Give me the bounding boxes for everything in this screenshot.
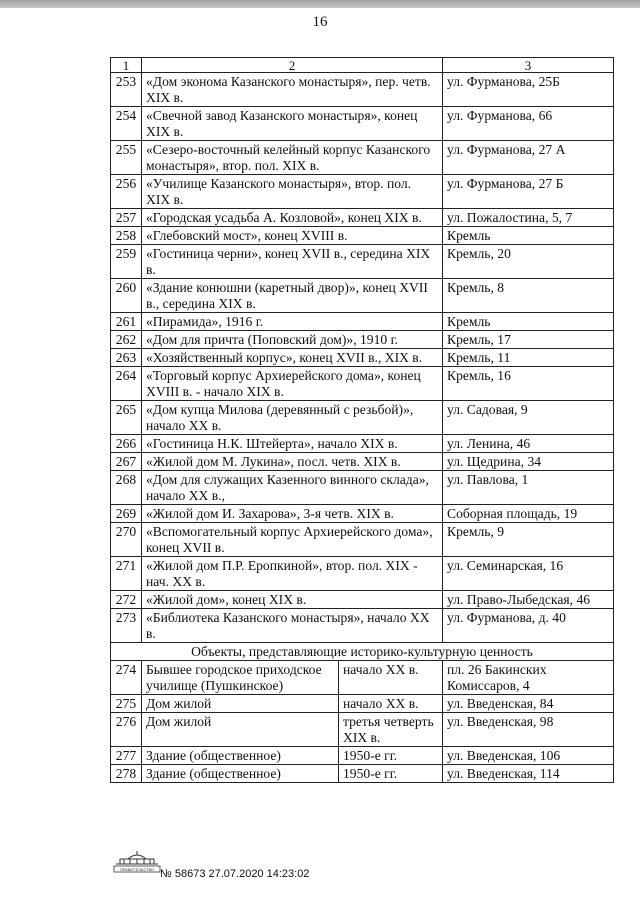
object-name: «Жилой дом», конец XIX в. (142, 591, 443, 609)
stamp-text: ПРАВИТЕЛЬСТВО (119, 867, 155, 872)
object-name: «Сезеро-восточный келейный корпус Казанского монастыря», втор. пол. XIX в. (142, 141, 443, 175)
row-number: 257 (111, 209, 142, 227)
table-row (111, 175, 614, 209)
row-number: 258 (111, 227, 142, 245)
row-number: 271 (111, 557, 142, 591)
object-address: ул. Фурманова, 27 Б (443, 175, 614, 209)
object-name: «Хозяйственный корпус», конец XVII в., XIX в. (142, 349, 443, 367)
table-row (111, 279, 614, 313)
object-name: «Свечной завод Казанского монастыря», конец XIX в. (142, 107, 443, 141)
object-address: ул. Фурманова, 27 А (443, 141, 614, 175)
header-col-2: 2 (142, 58, 443, 73)
table-row (111, 713, 614, 747)
row-number: 272 (111, 591, 142, 609)
object-address: Кремль, 16 (443, 367, 614, 401)
table-row (111, 557, 614, 591)
object-name: Дом жилой (142, 713, 339, 747)
object-address: ул. Введенская, 98 (443, 713, 614, 747)
monuments-table (110, 57, 614, 783)
table-row (111, 591, 614, 609)
object-address: ул. Фурманова, 66 (443, 107, 614, 141)
object-address: ул. Введенская, 106 (443, 747, 614, 765)
object-name: «Дом эконома Казанского монастыря», пер. четв. XIX в. (142, 73, 443, 107)
object-address: Соборная площадь, 19 (443, 505, 614, 523)
table-row (111, 765, 614, 783)
page-number: 16 (312, 14, 328, 30)
object-address: Кремль (443, 227, 614, 245)
table-row (111, 227, 614, 245)
row-number: 254 (111, 107, 142, 141)
row-number: 265 (111, 401, 142, 435)
row-number: 266 (111, 435, 142, 453)
table-header-row (111, 58, 614, 73)
object-name: «Жилой дом П.Р. Еропкиной», втор. пол. XIX - нач. XX в. (142, 557, 443, 591)
row-number: 273 (111, 609, 142, 643)
object-date: начало XX в. (339, 661, 443, 695)
row-number: 274 (111, 661, 142, 695)
object-address: ул. Право-Лыбедская, 46 (443, 591, 614, 609)
scan-edge (0, 0, 640, 8)
object-name: «Глебовский мост», конец XVIII в. (142, 227, 443, 245)
table-row (111, 661, 614, 695)
object-name: Здание (общественное) (142, 765, 339, 783)
object-name: «Жилой дом И. Захарова», 3-я четв. XIX в. (142, 505, 443, 523)
object-address: ул. Ленина, 46 (443, 435, 614, 453)
object-address: ул. Павлова, 1 (443, 471, 614, 505)
object-date: начало XX в. (339, 695, 443, 713)
table-row (111, 73, 614, 107)
row-number: 256 (111, 175, 142, 209)
row-number: 253 (111, 73, 142, 107)
table-row (111, 505, 614, 523)
object-name: Здание (общественное) (142, 747, 339, 765)
table-row (111, 609, 614, 643)
object-address: пл. 26 Бакинских Комиссаров, 4 (443, 661, 614, 695)
object-address: ул. Садовая, 9 (443, 401, 614, 435)
object-name: «Жилой дом М. Лукина», посл. четв. XIX в. (142, 453, 443, 471)
header-col-3: 3 (443, 58, 614, 73)
table-row (111, 453, 614, 471)
object-name: «Вспомогательный корпус Архиерейского дома», конец XVII в. (142, 523, 443, 557)
table-row (111, 401, 614, 435)
object-address: Кремль, 9 (443, 523, 614, 557)
object-date: третья четверть XIX в. (339, 713, 443, 747)
object-address: ул. Пожалостина, 5, 7 (443, 209, 614, 227)
table-row (111, 107, 614, 141)
table-row (111, 349, 614, 367)
object-name: «Гостиница Н.К. Штейерта», начало XIX в. (142, 435, 443, 453)
table-row (111, 523, 614, 557)
header-col-1: 1 (111, 58, 142, 73)
object-address: ул. Фурманова, д. 40 (443, 609, 614, 643)
table-row (111, 209, 614, 227)
object-name: «Библиотека Казанского монастыря», начало XX в. (142, 609, 443, 643)
object-name: «Гостиница черни», конец XVII в., середина XIX в. (142, 245, 443, 279)
row-number: 263 (111, 349, 142, 367)
object-name: «Дом для причта (Поповский дом)», 1910 г. (142, 331, 443, 349)
object-address: Кремль, 11 (443, 349, 614, 367)
object-address: ул. Введенская, 84 (443, 695, 614, 713)
government-seal-logo (110, 850, 164, 874)
object-address: Кремль, 17 (443, 331, 614, 349)
table-row (111, 747, 614, 765)
object-name: Бывшее городское приходское училище (Пушкинское) (142, 661, 339, 695)
section-row (111, 643, 614, 661)
object-address: Кремль, 20 (443, 245, 614, 279)
row-number: 275 (111, 695, 142, 713)
object-name: Дом жилой (142, 695, 339, 713)
table-row (111, 313, 614, 331)
table-row (111, 245, 614, 279)
object-name: «Городская усадьба А. Козловой», конец XIX в. (142, 209, 443, 227)
row-number: 270 (111, 523, 142, 557)
object-date: 1950-е гг. (339, 765, 443, 783)
document-footer: № 58673 27.07.2020 14:23:02 (160, 868, 310, 880)
row-number: 262 (111, 331, 142, 349)
object-name: «Пирамида», 1916 г. (142, 313, 443, 331)
object-address: Кремль (443, 313, 614, 331)
object-address: ул. Введенская, 114 (443, 765, 614, 783)
object-date: 1950-е гг. (339, 747, 443, 765)
table-row (111, 695, 614, 713)
row-number: 268 (111, 471, 142, 505)
row-number: 278 (111, 765, 142, 783)
table-row (111, 141, 614, 175)
row-number: 269 (111, 505, 142, 523)
row-number: 261 (111, 313, 142, 331)
object-name: «Здание конюшни (каретный двор)», конец XVII в., середина XIX в. (142, 279, 443, 313)
object-address: ул. Фурманова, 25Б (443, 73, 614, 107)
object-name: «Дом купца Милова (деревянный с резьбой)», начало XX в. (142, 401, 443, 435)
object-address: ул. Семинарская, 16 (443, 557, 614, 591)
row-number: 259 (111, 245, 142, 279)
object-address: ул. Щедрина, 34 (443, 453, 614, 471)
row-number: 276 (111, 713, 142, 747)
object-name: «Училище Казанского монастыря», втор. пол. XIX в. (142, 175, 443, 209)
table-row (111, 471, 614, 505)
table-row (111, 367, 614, 401)
table-row (111, 331, 614, 349)
object-address: Кремль, 8 (443, 279, 614, 313)
object-name: «Дом для служащих Казенного винного склада», начало XX в., (142, 471, 443, 505)
table-row (111, 435, 614, 453)
row-number: 267 (111, 453, 142, 471)
row-number: 255 (111, 141, 142, 175)
section-title: Объекты, представляющие историко-культурную ценность (111, 643, 614, 661)
row-number: 264 (111, 367, 142, 401)
object-name: «Торговый корпус Архиерейского дома», конец XVIII в. - начало XIX в. (142, 367, 443, 401)
row-number: 277 (111, 747, 142, 765)
row-number: 260 (111, 279, 142, 313)
